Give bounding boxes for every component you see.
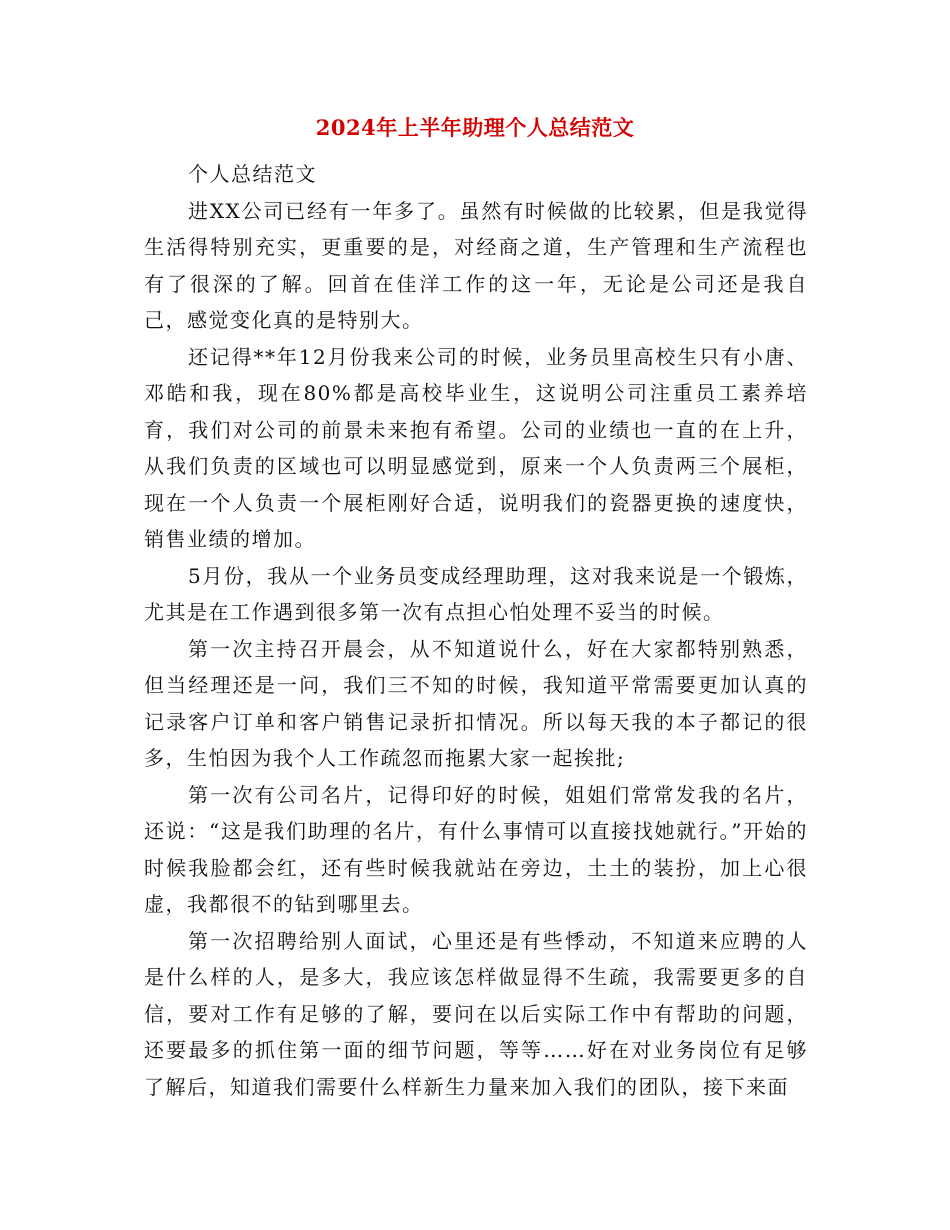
paragraph: 进XX公司已经有一年多了。虽然有时候做的比较累，但是我觉得生活得特别充实，更重要的是，对经商之道，生产管理和生产流程也有了很深的了解。回首在佳洋工作的这一年，无论是公司还是我自己，感觉变化真的是特别大。 xyxy=(144,198,808,332)
paragraph-subtitle: 个人总结范文 xyxy=(188,162,317,186)
paragraph: 第一次主持召开晨会，从不知道说什么，好在大家都特别熟悉，但当经理还是一问，我们三不知的时候，我知道平常需要更加认真的记录客户订单和客户销售记录折扣情况。所以每天我的本子都记的很多，生怕因为我个人工作疏忽而拖累大家一起挨批; xyxy=(144,636,808,770)
paragraph: 第一次有公司名片，记得印好的时候，姐姐们常常发我的名片，还说：“这是我们助理的名片，有什么事情可以直接找她就行。”开始的时候我脸都会红，还有些时候我就站在旁边，土土的装扮，加上心很虚，我都很不的钻到哪里去。 xyxy=(144,782,808,916)
document-title: 2024年上半年助理个人总结范文 xyxy=(315,115,635,140)
paragraph: 5月份，我从一个业务员变成经理助理，这对我来说是一个锻炼，尤其是在工作遇到很多第一次有点担心怕处理不妥当的时候。 xyxy=(144,563,808,624)
document-body xyxy=(144,156,808,1105)
paragraph: 第一次招聘给别人面试，心里还是有些悸动，不知道来应聘的人是什么样的人，是多大，我应该怎样做显得不生疏，我需要更多的自信，要对工作有足够的了解，要问在以后实际工作中有帮助的问题，还要最多的抓住第一面的细节问题，等等……好在对业务岗位有足够了解后，知道我们需要什么样新生力量来加入我们的团队，接下来面 xyxy=(144,928,808,1099)
paragraph: 还记得**年12月份我来公司的时候，业务员里高校生只有小唐、邓皓和我，现在80%都是高校毕业生，这说明公司注重员工素养培育，我们对公司的前景未来抱有希望。公司的业绩也一直的在上升，从我们负责的区域也可以明显感觉到，原来一个人负责两三个展柜，现在一个人负责一个展柜刚好合适，说明我们的瓷器更换的速度快，销售业绩的增加。 xyxy=(144,344,808,551)
